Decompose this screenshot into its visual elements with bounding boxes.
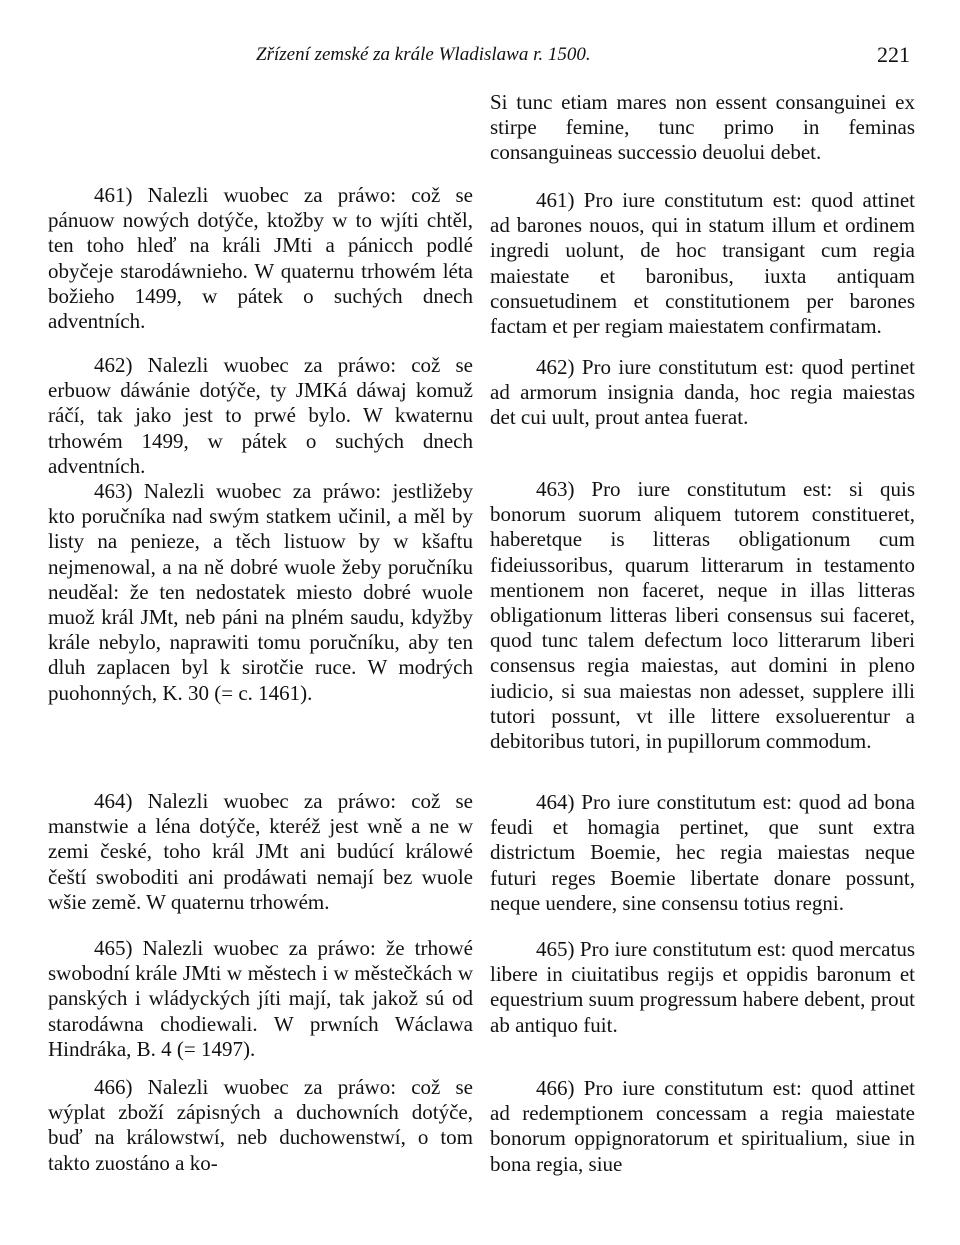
page-number: 221 <box>877 42 910 67</box>
czech-article-461: 461) Nalezli wuobec za práwo: což se pánuow nowých dotýče, ktožby w to wjíti chtěl, ten toho hleď na králi JMti a pánicch podlé obyčeje starodáwnieho. W quaternu trhowém léta božieho 1499, w pátek o suchých dnech adventních. <box>48 183 473 334</box>
latin-article-465: 465) Pro iure constitutum est: quod mercatus libere in ciuitatibus regijs et oppidis baronum et equestrium suum progressum habere debent, prout ab antiquo fuit. <box>490 937 915 1037</box>
latin-article-462: 462) Pro iure constitutum est: quod pertinet ad armorum insignia danda, hoc regia maiestas det cui uult, prout antea fuerat. <box>490 355 915 430</box>
latin-continuation: Si tunc etiam mares non essent consanguinei ex stirpe femine, tunc primo in feminas consanguineas successio deuolui debet. <box>490 90 915 165</box>
czech-article-464: 464) Nalezli wuobec za práwo: což se manstwie a léna dotýče, kteréž jest wně a ne w zemi české, toho král JMt ani budúcí králowé čeští swoboditi ani prodáwati nemají bez wuole wšie země. W quaternu trhowém. <box>48 789 473 914</box>
running-header-title: Zřízení zemské za krále Wladislawa r. 1500. <box>256 44 591 65</box>
czech-article-462: 462) Nalezli wuobec za práwo: což se erbuow dáwánie dotýče, ty JMKá dáwaj komuž ráčí, tak jako jest to prwé bylo. W kwaternu trhowém 1499, w pátek o suchých dnech adventních. <box>48 353 473 478</box>
czech-article-465: 465) Nalezli wuobec za práwo: že trhowé swobodní krále JMti w městech i w městečkách w panských i wládyckých jíti mají, tak jakož sú od starodáwna chodiewali. W prwních Wáclawa Hindráka, B. 4 (= 1497). <box>48 936 473 1061</box>
latin-article-463: 463) Pro iure constitutum est: si quis bonorum suorum aliquem tutorem constitueret, haberetque is litteras obligationum cum fideiussoribus, quarum litterarum in testamento mentionem non faceret, neque in illas litteras obligationum litteras liberi consensus sui faceret, quod tunc talem defectum loco litterarum liberi consensus regia maiestas, aut domini in pleno iudicio, si sua maiestas non adesset, supplere illi tutori possunt, vt ille littere exsoluerentur a debitoribus tutori, in pupillorum commodum. <box>490 477 915 754</box>
latin-article-464: 464) Pro iure constitutum est: quod ad bona feudi et homagia pertinet, que sunt extra districtum Boemie, hec regia maiestas neque futuri reges Boemie libertate donare possunt, neque uendere, sine consensu totius regni. <box>490 790 915 915</box>
latin-article-461: 461) Pro iure constitutum est: quod attinet ad barones nouos, qui in statum illum et ordinem ingredi uolunt, de hoc transigant cum regia maiestate et baronibus, iuxta antiquam consuetudinem et constitutionem per barones factam et per regiam maiestatem confirmatam. <box>490 188 915 339</box>
latin-article-466: 466) Pro iure constitutum est: quod attinet ad redemptionem concessam a regia maiestate bonorum oppignoratorum et spiritualium, siue in bona regia, siue <box>490 1076 915 1176</box>
czech-article-466: 466) Nalezli wuobec za práwo: což se wýplat zboží zápisných a duchowních dotýče, buď na králowstwí, neb duchowenstwí, o tom takto zuostáno a ko- <box>48 1075 473 1175</box>
czech-article-463: 463) Nalezli wuobec za práwo: jestližeby kto poručníka nad swým statkem učinil, a měl by listy na penieze, a těch listuow by w kšaftu nejmenowal, a na ně dobré wuole žeby poručníku neuděal: že ten nedostatek miesto dobré wuole muož král JMt, neb páni na plném saudu, kdyžby krále nebylo, naprawiti tomu poručníku, aby ten dluh zaplacen byl k sirotčie ruce. W modrých puohonných, K. 30 (= c. 1461). <box>48 479 473 705</box>
